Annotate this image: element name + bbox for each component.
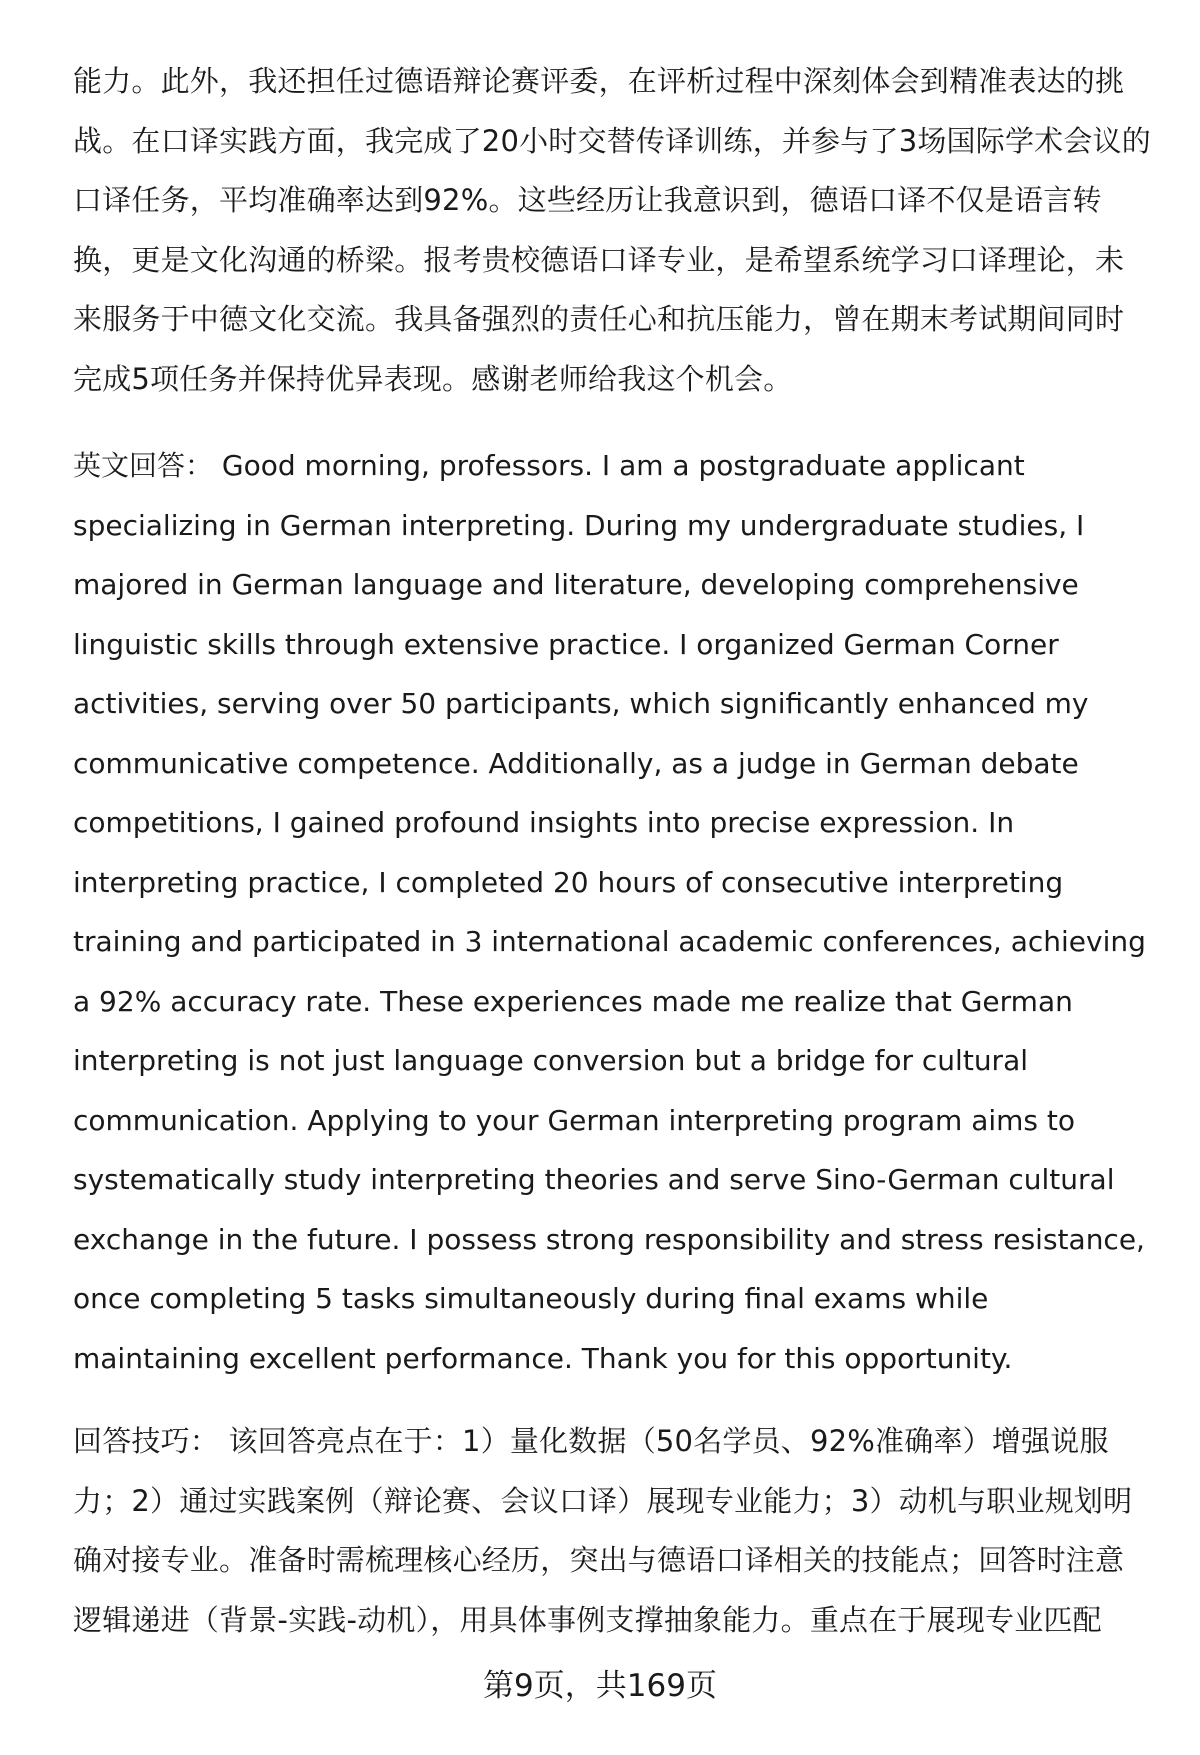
tips-label: 回答技巧： bbox=[73, 1424, 220, 1458]
paragraph-english-answer bbox=[73, 436, 1153, 1388]
paragraph-answer-tips bbox=[73, 1412, 1153, 1650]
page-indicator: 第9页，共169页 bbox=[483, 1668, 717, 1704]
english-answer-text: Good morning, professors. I am a postgraduate applicant specializing in German interpreting. During my undergraduate studies, I majored in German language and literature, developing comprehensive linguistic skills through extensive practice. I organized German Corner activities, serving over 50 participants, which significantly enhanced my communicative competence. Additionally, as a judge in German debate competitions, I gained profound insights into precise expression. In interpreting practice, I completed 20 hours of consecutive interpreting training and participated in 3 international academic conferences, achieving a 92% accuracy rate. These experiences made me realize that German interpreting is not just language conversion but a bridge for cultural communication. Applying to your German interpreting program aims to systematically study interpreting theories and serve Sino-German cultural exchange in the future. I possess strong responsibility and stress resistance, once completing 5 tasks simultaneously during final exams while maintaining excellent performance. Thank you for this opportunity. bbox=[73, 449, 1146, 1375]
paragraph-1-text: 能力。此外，我还担任过德语辩论赛评委，在评析过程中深刻体会到精准表达的挑战。在口译实践方面，我完成了20小时交替传译训练，并参与了3场国际学术会议的口译任务，平均准确率达到92%。这些经历让我意识到，德语口译不仅是语言转换，更是文化沟通的桥梁。报考贵校德语口译专业，是希望系统学习口译理论，未来服务于中德文化交流。我具备强烈的责任心和抗压能力，曾在期末考试期间同时完成5项任务并保持优异表现。感谢老师给我这个机会。 bbox=[73, 64, 1151, 396]
paragraph-chinese-answer-continued bbox=[73, 52, 1153, 409]
tips-text: 该回答亮点在于：1）量化数据（50名学员、92%准确率）增强说服力；2）通过实践案例（辩论赛、会议口译）展现专业能力；3）动机与职业规划明确对接专业。准备时需梳理核心经历，突出与德语口译相关的技能点；回答时注意逻辑递进（背景-实践-动机），用具体事例支撑抽象能力。重点在于展现专业匹配 bbox=[73, 1424, 1133, 1637]
english-answer-label: 英文回答： bbox=[73, 449, 214, 482]
label-spacer bbox=[213, 449, 222, 482]
